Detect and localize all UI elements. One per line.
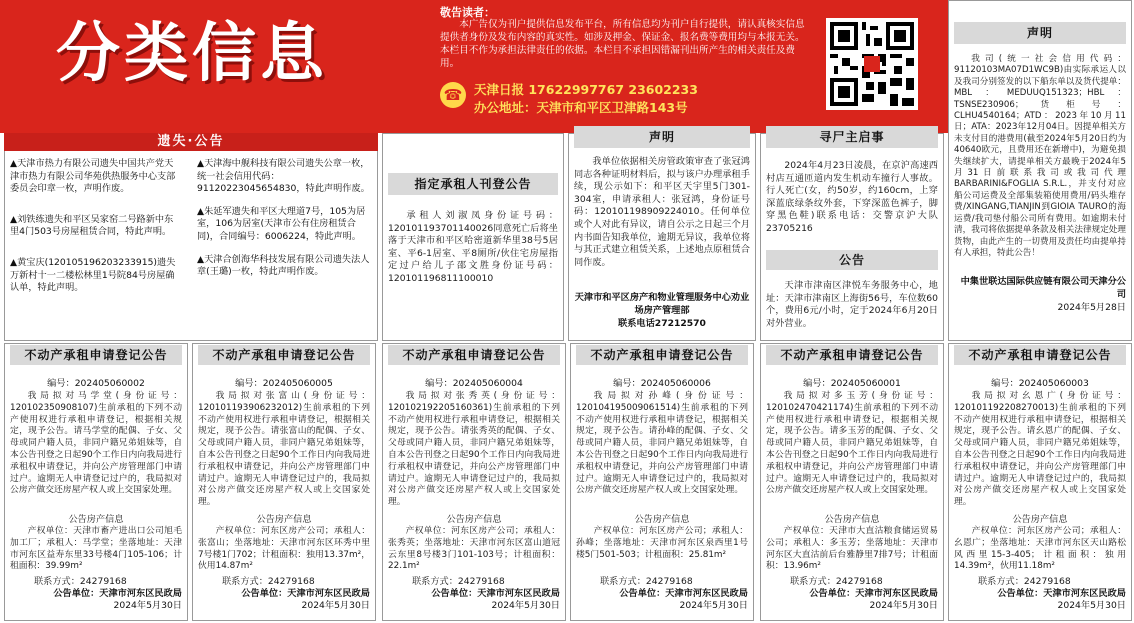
- registration-body: 我局拟对马学堂(身份证号：120102350908107)生前承租的下列不动产使用权进行承租申请登记，根据相关规定，现予公告。请马学堂的配偶、子女、父母或同户籍人员，非同户籍兄弟姐妹等，自本公告刊登之日起90个工作日内向我局进行承租权申请登记，并向公产房管理部门申请过户。逾期无人申请登记过户的，我局拟对公房产做交还房屋产权人或上交国家处理。: [10, 391, 182, 496]
- registration-title: 不动产承租申请登记公告: [10, 345, 182, 365]
- parking-notice-body: 天津市津南区津悦车务服务中心，地址：天津市津南区上海街56号，车位数60个，费用6元/小时，定于2024年6月20日对外营业。: [766, 280, 938, 329]
- registration-code: 编号：202405060001: [803, 378, 901, 389]
- registration-info-title: 公告房产信息: [256, 514, 312, 525]
- registration-date: 2024年5月30日: [1057, 600, 1126, 611]
- registration-body: 我局拟对幺恩广(身份证号：120101192208270013)生前承租的下列不动产使用权进行承租申请登记，根据相关规定，现予公告。请幺恩广的配偶、子女、父母或同户籍人员，非同户籍兄弟姐妹等，自本公告刊登之日起90个工作日内向我局进行承租权申请登记，并向公产房管理部门申请过户。逾期无人申请登记过户的，我局拟对公房产做交还房屋产权人或上交国家处理。: [954, 391, 1126, 508]
- registration-code: 编号：202405060002: [47, 378, 145, 389]
- registration-date: 2024年5月30日: [679, 600, 748, 611]
- registration-date: 2024年5月30日: [869, 600, 938, 611]
- lost-item: ▲刘铁练遗失和平区吴家窑二号路新中东里4门503号房屋租赁合同，特此声明。: [10, 213, 174, 238]
- contact-address: 办公地址：天津市和平区卫津路143号: [474, 100, 688, 115]
- shipping-statement-title: 声明: [954, 22, 1126, 44]
- shipping-statement-date: 2024年5月28日: [1057, 302, 1126, 313]
- registration-body: 我局拟对多玉芳(身份证号：120102470421174)生前承租的下列不动产使用权进行承租申请登记，根据相关规定，现予公告。请多玉芳的配偶、子女、父母或同户籍人员，非同户籍兄弟姐妹等，自本公告刊登之日起90个工作日内向我局进行承租权申请登记，并向公产房管理部门申请过户。逾期无人申请登记过户的，我局拟对公房产做交还房屋产权人或上交国家处理。: [766, 391, 938, 496]
- registration-publisher: 公告单位：天津市河东区民政局: [997, 588, 1126, 599]
- registration-code: 编号：202405060006: [613, 378, 711, 389]
- lost-items-left: [10, 158, 182, 303]
- registration-info-title: 公告房产信息: [68, 514, 124, 525]
- statement-signer: 天津市和平区房产和物业管理服务中心劝业场房产管理部: [574, 292, 750, 316]
- qr-code-icon: [830, 22, 914, 106]
- registration-title: 不动产承租申请登记公告: [576, 345, 748, 365]
- registration-info-title: 公告房产信息: [824, 514, 880, 525]
- parking-notice-title: 公告: [766, 250, 938, 270]
- shipping-statement-body: 我司(统一社会信用代码：91120103MA07D1WC9B)由实际承运人以及我司分别签发的以下船东单以及货代提单：MBL：MEDUUQ151323；HBL：TSNSE230906；货柜号：CLHU4540164；ATD：2023年10月11日；ATA：2023年12月04日。因提单相关方未支付目的港费用(截至2024年5月20日约为40640欧元，且费用还在新增中)，为避免损失继续扩大，请提单相关方最晚于2024年5月31日前联系我司或我司代理BARBARINI&FOGLIA S.R.L.，并支付对应船公司运费及全部集装箱使用费用/码头堆存费/XINGANG,TIANJIN到GIOIA TAURO的海运费/我司垫付船公司所有费用。如逾期未付清，我司将依据提单条款及相关法律规定处理货物，由此产生的一切费用及责任均由提单持有人承担，特此公告！: [954, 54, 1126, 258]
- registration-phone: 联系方式：24279168: [790, 576, 883, 587]
- qr-code[interactable]: [826, 18, 918, 110]
- registration-body: 我局拟对张秀英(身份证号：120102192205160361)生前承租的下列不动产使用权进行承租申请登记，根据相关规定，现予公告。请张秀英的配偶、子女、父母或同户籍人员，非同户籍兄弟姐妹等，自本公告刊登之日起90个工作日内向我局进行承租权申请登记，并向公产房管理部门申请过户。逾期无人申请登记过户的，我局拟对公房产做交还房屋产权人或上交国家处理。: [388, 391, 560, 508]
- notice-body: 本广告仅为刊户提供信息发布平台，所有信息均为刊户自行提供，请认真核实信息提供者身份及发布内容的真实性。如涉及押金、保证金、报名费等费用均与本报无关。本栏目不作为承担法律责任的依据。本栏目不承担因错漏刊出所产生的相关责任及费用。: [440, 19, 805, 69]
- registration-info: 产权单位：河东区房产公司；承租人：幺恩广；坐落地址：天津市河东区天山路松风西里15-3-405；计租面积：独用14.39m²，伙用11.18m²: [954, 526, 1126, 572]
- statement-phone: 联系电话27212570: [618, 318, 706, 329]
- registration-publisher: 公告单位：天津市河东区民政局: [619, 588, 748, 599]
- lost-item: ▲天津海中舰科技有限公司遗失公章一枚，统一社会信用代码：91120223045654830，特此声明作废。: [197, 158, 370, 195]
- registration-title: 不动产承租申请登记公告: [198, 345, 370, 365]
- designated-tenant-body: 承租人刘淑凤身份证号码：120101193701140026同意死亡后将坐落于天津市和平区哈密道新华里38号5居室、平6-1居室、平8厕所/伙住宅房屋指定过户给儿子邵文胜身份证号码：120101196811100010: [388, 210, 558, 284]
- corpse-notice-body: 2024年4月23日凌晨，在京沪高速西村店互通匝道内发生机动车撞行人事故。行人死亡(女，约50岁，约160cm，上穿深蓝底绿条纹外套，下穿深蓝色裤子，脚穿黑色鞋)联系电话：交警京沪大队23705216: [766, 160, 938, 234]
- designated-tenant-title: 指定承租人刊登公告: [388, 173, 558, 195]
- registration-publisher: 公告单位：天津市河东区民政局: [53, 588, 182, 599]
- registration-title: 不动产承租申请登记公告: [954, 345, 1126, 365]
- registration-info: 产权单位：天津市大直沽粮食储运贸易公司；承租人：多玉芳；坐落地址：天津市河东区大直沽前后台雅静里7排7号；计租面积：13.96m²: [766, 526, 938, 572]
- phone-icon: ☎: [440, 82, 466, 108]
- registration-code: 编号：202405060003: [991, 378, 1089, 389]
- registration-phone: 联系方式：24279168: [34, 576, 127, 587]
- statement-title: 声明: [574, 126, 750, 148]
- registration-title: 不动产承租申请登记公告: [766, 345, 938, 365]
- registration-publisher: 公告单位：天津市河东区民政局: [241, 588, 370, 599]
- statement-body: 我单位依据相关房管政策审查了张冠鸿同志各种证明材料后，拟与该户办理承租手续，现公示如下：和平区天宇里5门301-304室，申请承租人：张冠鸿，身份证号码：120101198909224010。任何单位或个人对此有异议，请自公示之日起三个月内书面告知我单位，逾期无异议，我单位将与其正式建立租赁关系，上述地点原租赁合同作废。: [574, 156, 750, 268]
- notice-title: 敬告读者：: [440, 6, 495, 19]
- lost-item: ▲天津合创海华科技发展有限公司遗失法人章(王璐)一枚，特此声明作废。: [197, 253, 370, 278]
- shipping-statement-signer: 中集世联达国际供应链有限公司天津分公司: [960, 276, 1126, 300]
- registration-date: 2024年5月30日: [113, 600, 182, 611]
- registration-phone: 联系方式：24279168: [222, 576, 315, 587]
- lost-item: ▲朱延军遗失和平区大理道7号，105为居室，106为居室(天津市公有住房租赁合同)，合同编号：6006224，特此声明。: [197, 205, 366, 242]
- lost-notice-banner: 遗失·公告: [4, 133, 378, 151]
- registration-date: 2024年5月30日: [491, 600, 560, 611]
- registration-phone: 联系方式：24279168: [600, 576, 693, 587]
- registration-info-title: 公告房产信息: [634, 514, 690, 525]
- registration-phone: 联系方式：24279168: [978, 576, 1071, 587]
- section-title: 分类信息: [56, 17, 328, 91]
- registration-phone: 联系方式：24279168: [412, 576, 505, 587]
- registration-info-title: 公告房产信息: [446, 514, 502, 525]
- registration-info-title: 公告房产信息: [1012, 514, 1068, 525]
- registration-code: 编号：202405060005: [235, 378, 333, 389]
- registration-title: 不动产承租申请登记公告: [388, 345, 560, 365]
- contact-phones: 天津日报 17622997767 23602233: [474, 82, 698, 97]
- registration-info: 产权单位：天津市畜产进出口公司旭毛加工厂；承租人：马学堂；坐落地址：天津市河东区益寿东里33号楼4门105-106；计租面积：39.99m²: [10, 526, 182, 572]
- lost-items-right: [197, 158, 371, 287]
- registration-date: 2024年5月30日: [301, 600, 370, 611]
- lost-item: ▲黄宝庆(12010519620323391​5)遗失万新村十一二楼松林里1号院84号房屋确认单，特此声明。: [10, 256, 176, 294]
- corpse-notice-title: 寻尸主启事: [766, 126, 938, 148]
- registration-publisher: 公告单位：天津市河东区民政局: [431, 588, 560, 599]
- registration-info: 产权单位：河东区房产公司；承租人：张富山；坐落地址：天津市河东区环秀中里7号楼1门702；计租面积：独用13.37m²，伙用14.87m²: [198, 526, 370, 572]
- registration-info: 产权单位：河东区房产公司；承租人：张秀英；坐落地址：天津市河东区富山道冠云东里8号楼3门101-103号；计租面积：22.1m²: [388, 526, 560, 572]
- lost-item: ▲天津市热力有限公司遗失中国共产党天津市热力有限公司华苑供热服务中心支部委员会印章一枚，声明作废。: [10, 158, 176, 195]
- registration-body: 我局拟对孙峰(身份证号：120104195009061514)生前承租的下列不动产使用权进行承租申请登记，根据相关规定，现予公告。请孙峰的配偶、子女、父母或同户籍人员，非同户籍兄弟姐妹等，自本公告刊登之日起90个工作日内向我局进行承租权申请登记，并向公产房管理部门申请过户。逾期无人申请登记过户的，我局拟对公房产做交还房屋产权人或上交国家处理。: [576, 391, 748, 496]
- registration-code: 编号：202405060004: [425, 378, 523, 389]
- registration-publisher: 公告单位：天津市河东区民政局: [809, 588, 938, 599]
- registration-info: 产权单位：河东区房产公司；承租人：孙峰；坐落地址：天津市河东区泉西里1号楼5门501-503；计租面积：25.81m²: [576, 526, 748, 560]
- registration-body: 我局拟对张富山(身份证号：120101193906232012)生前承租的下列不动产使用权进行承租申请登记，根据相关规定，现予公告。请张富山的配偶、子女、父母或同户籍人员，非同户籍兄弟姐妹等，自本公告刊登之日起90个工作日内向我局进行承租权申请登记，并向公产房管理部门申请过户。逾期无人申请登记过户的，我局拟对公房产做交还房屋产权人或上交国家处理。: [198, 391, 370, 508]
